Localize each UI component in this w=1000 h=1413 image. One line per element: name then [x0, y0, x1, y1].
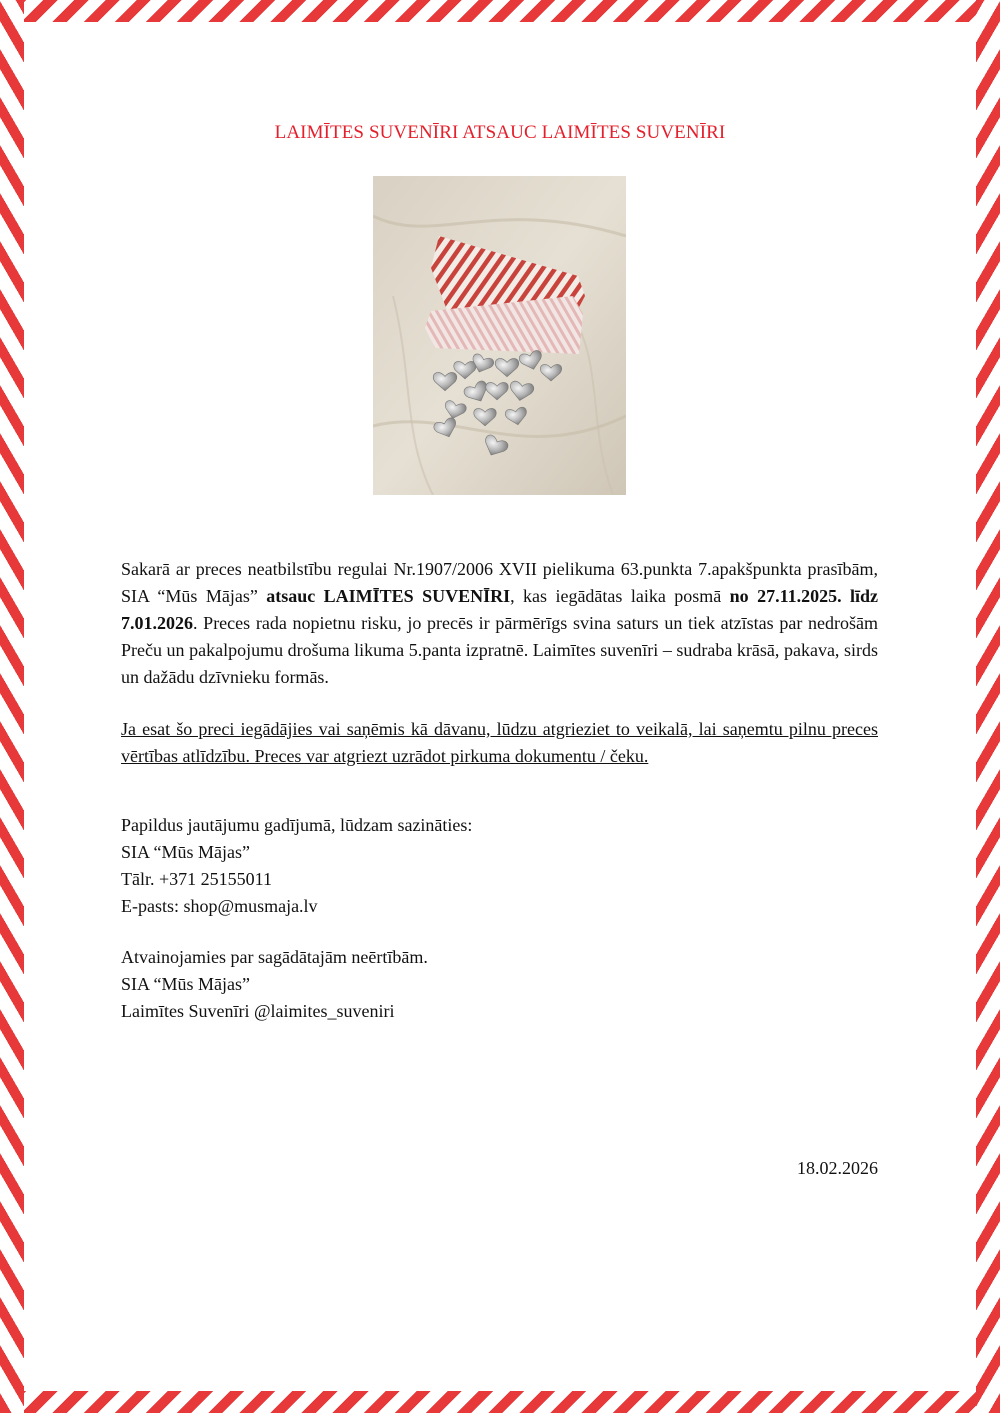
recall-bold-period: no 27.11.2025. līdz 7.01.2026	[121, 586, 878, 633]
border-stripes-top	[0, 0, 1000, 22]
document-date: 18.02.2026	[797, 1158, 878, 1178]
closing-apology: Atvainojamies par sagādātajām neērtībām.	[121, 947, 428, 967]
recall-text-3: . Preces rada nopietnu risku, jo precēs ir pārmērīgs svina saturs un tiek atzīstas par nedrošām Preču un pakalpojumu drošuma likuma 5.panta izpratnē. Laimītes suvenīri – sudraba krāsā, pakava, sirds un dažādu dzīvnieku formās.	[121, 613, 878, 687]
page-title: LAIMĪTES SUVENĪRI ATSAUC LAIMĪTES SUVENĪRI	[274, 122, 726, 143]
recall-text-2: , kas iegādātas laika posmā	[510, 586, 730, 606]
recall-bold-product: atsauc LAIMĪTES SUVENĪRI	[266, 586, 511, 606]
contact-phone: Tālr. +371 25155011	[121, 869, 272, 889]
recall-text-1: Sakarā ar preces neatbilstību regulai Nr.1907/2006 XVII pielikuma 63.punkta 7.apakšpunkta prasībām, SIA “Mūs Mājas”	[121, 559, 878, 606]
product-photo	[373, 176, 626, 495]
closing-company: SIA “Mūs Mājas”	[121, 974, 250, 994]
recall-paragraph	[121, 556, 878, 691]
border-stripes-right	[976, 0, 1000, 1413]
contact-email: E-pasts: shop@musmaja.lv	[121, 896, 318, 916]
border-stripes-left	[0, 0, 24, 1413]
return-instructions: Ja esat šo preci iegādājies vai saņēmis kā dāvanu, lūdzu atgrieziet to veikalā, lai saņemtu pilnu preces vērtības atlīdzību. Preces var atgriezt uzrādot pirkuma dokumentu / čeku.	[121, 719, 878, 766]
contact-block	[121, 812, 878, 920]
closing-block	[121, 944, 878, 1025]
border-stripes-bottom	[0, 1391, 1000, 1413]
closing-signature: Laimītes Suvenīri @laimites_suveniri	[121, 1001, 395, 1021]
contact-company: SIA “Mūs Mājas”	[121, 842, 250, 862]
contact-intro: Papildus jautājumu gadījumā, lūdzam sazināties:	[121, 815, 473, 835]
